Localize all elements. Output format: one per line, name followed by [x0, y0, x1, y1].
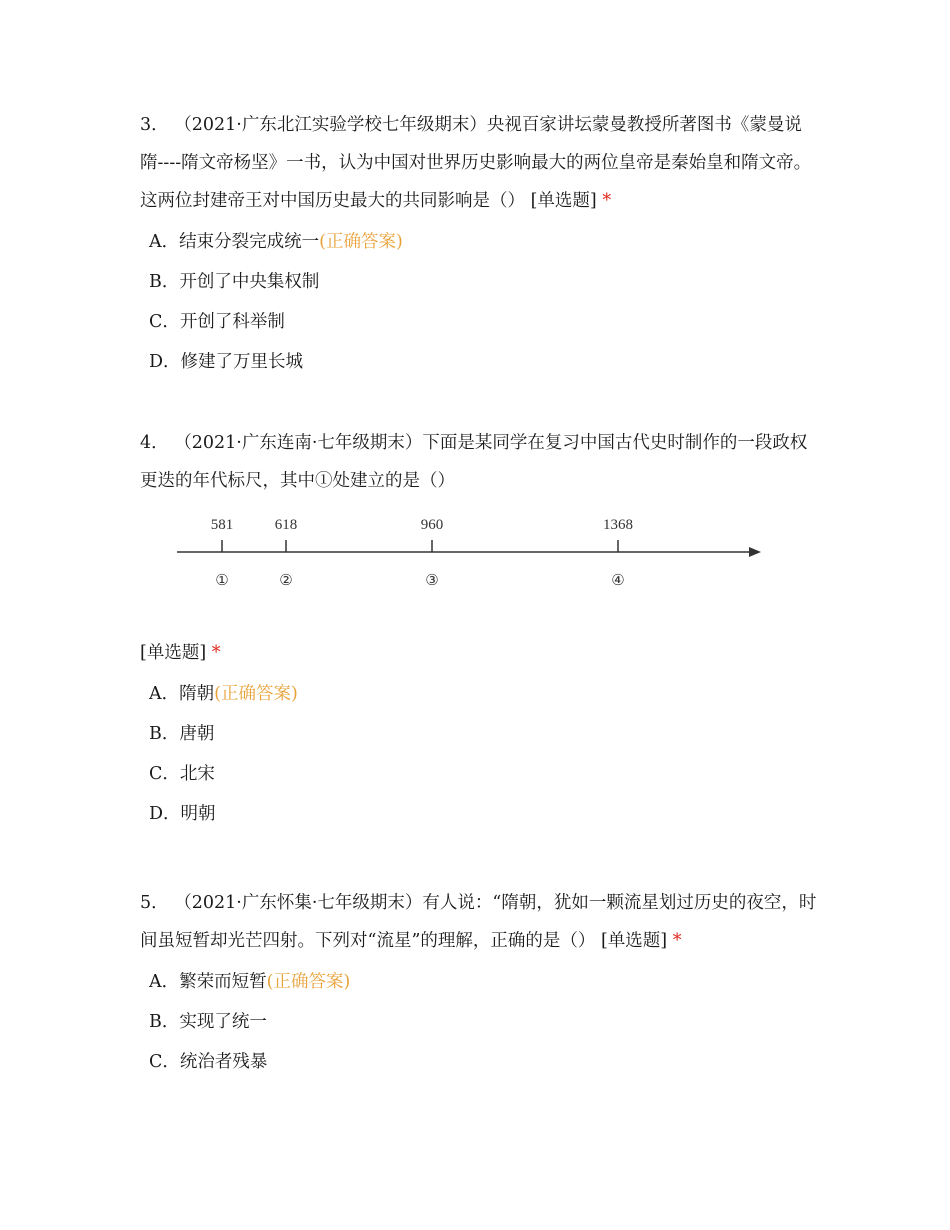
timeline-year-label: 1368 [603, 517, 633, 533]
question-number: 3． [140, 115, 169, 135]
question-type-label: [单选题] [530, 191, 597, 211]
option-a[interactable] [140, 674, 820, 714]
option-a[interactable] [140, 222, 820, 262]
option-list [140, 222, 820, 382]
option-letter: A． [149, 972, 180, 992]
option-text: 开创了科举制 [179, 312, 285, 332]
timeline-tick-2 [275, 517, 298, 589]
option-a[interactable] [140, 962, 820, 1002]
option-text: 北宋 [179, 764, 215, 784]
question-text: （2021·广东怀集·七年级期末）有人说：“隋朝，犹如一颗流星划过历史的夜空，时间虽短暂却光芒四射。下列对“流星”的理解，正确的是（） [140, 893, 817, 951]
timeline-year-label: 960 [420, 517, 444, 533]
timeline-tick-1 [211, 517, 234, 589]
option-text: 实现了统一 [179, 1012, 267, 1032]
question-type-label: [单选题] [600, 931, 668, 951]
option-c[interactable] [140, 754, 820, 794]
option-d[interactable] [140, 342, 820, 382]
option-letter: A． [149, 232, 180, 252]
timeline-arrowhead [749, 547, 761, 557]
option-letter: D． [149, 804, 181, 824]
required-mark: * [602, 191, 612, 211]
question-number: 5． [140, 893, 169, 913]
timeline-marker-label: ② [279, 571, 293, 589]
timeline-tick-4 [603, 517, 633, 589]
question-stem [140, 106, 820, 220]
timeline-tick-3 [421, 517, 444, 589]
option-text: 开创了中央集权制 [179, 272, 320, 292]
question-type-label: [单选题] [140, 643, 207, 663]
option-c[interactable] [140, 302, 820, 342]
option-c[interactable] [140, 1042, 820, 1082]
option-text: 明朝 [180, 804, 216, 824]
option-letter: C． [149, 1052, 180, 1072]
option-text: 隋朝 [179, 684, 215, 704]
question-stem [140, 424, 820, 500]
timeline-marker-label: ④ [611, 571, 625, 589]
correct-answer-label: (正确答案) [214, 684, 298, 704]
timeline-marker-label: ① [215, 571, 229, 589]
option-text: 修建了万里长城 [180, 352, 304, 372]
required-mark: * [672, 931, 682, 951]
option-letter: B． [149, 272, 180, 292]
timeline-year-label: 618 [274, 517, 298, 533]
question-number: 4． [140, 433, 169, 453]
option-letter: C． [149, 312, 180, 332]
question-text: （2021·广东北江实验学校七年级期末）央视百家讲坛蒙曼教授所著图书《蒙曼说隋----隋文帝杨坚》一书，认为中国对世界历史影响最大的两位皇帝是秦始皇和隋文帝。这两位封建帝王对中国历史最大的共同影响是（） [140, 115, 812, 211]
timeline-year-label: 581 [210, 517, 234, 533]
correct-answer-label: (正确答案) [319, 232, 403, 252]
option-b[interactable] [140, 714, 820, 754]
option-d[interactable] [140, 794, 820, 834]
option-b[interactable] [140, 262, 820, 302]
required-mark: * [211, 643, 221, 663]
timeline-figure [140, 512, 780, 602]
option-letter: B． [149, 1012, 180, 1032]
question-5 [140, 884, 820, 1082]
question-stem [140, 884, 820, 960]
option-letter: B． [149, 724, 180, 744]
question-text: （2021·广东连南·七年级期末）下面是某同学在复习中国古代史时制作的一段政权更迭的年代标尺，其中①处建立的是（） [140, 433, 808, 491]
option-text: 唐朝 [179, 724, 215, 744]
correct-answer-label: (正确答案) [266, 972, 351, 992]
option-list [140, 674, 820, 834]
option-letter: A． [149, 684, 180, 704]
option-text: 繁荣而短暂 [179, 972, 267, 992]
option-letter: D． [149, 352, 181, 372]
timeline-marker-label: ③ [425, 571, 439, 589]
question-3 [140, 106, 820, 382]
option-text: 统治者残暴 [179, 1052, 268, 1072]
option-list [140, 962, 820, 1082]
option-text: 结束分裂完成统一 [179, 232, 320, 252]
question-4 [140, 424, 820, 834]
question-type-line [140, 634, 820, 672]
option-b[interactable] [140, 1002, 820, 1042]
option-letter: C． [149, 764, 180, 784]
